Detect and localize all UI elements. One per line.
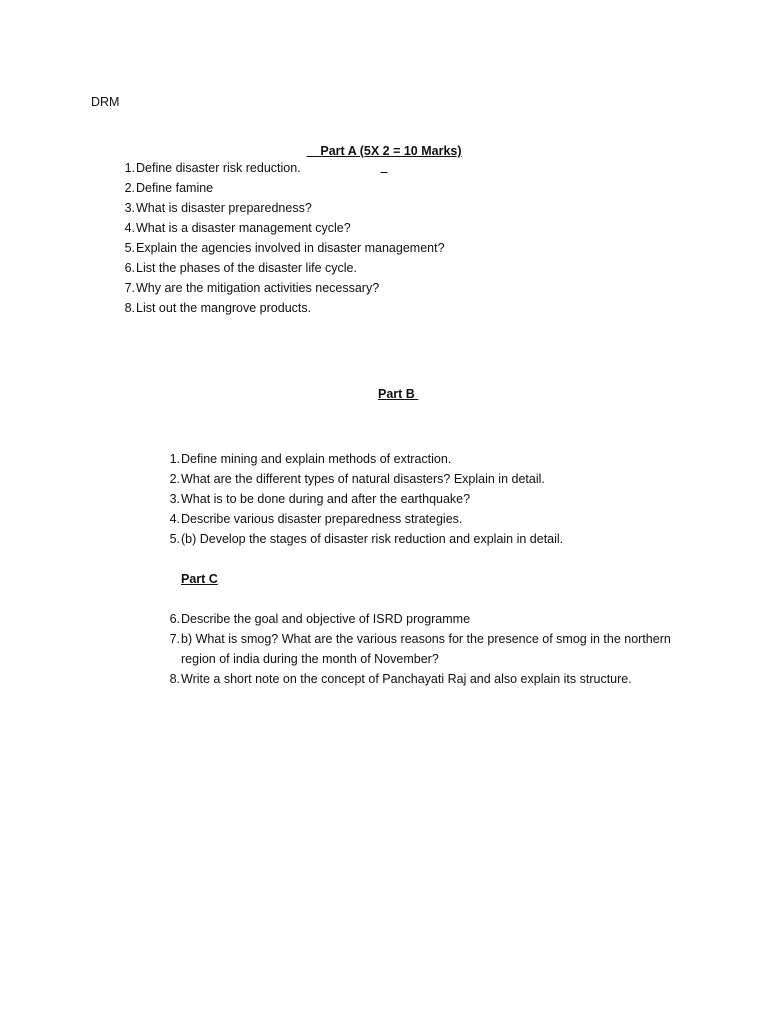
question-number: 3. [169, 492, 180, 506]
list-item [111, 198, 711, 218]
question-text: Why are the mitigation activities necessary? [136, 281, 380, 295]
part-a-title: Part A (5X 2 = 10 Marks) [320, 144, 462, 158]
part-b-heading: Part B [378, 387, 419, 401]
question-number: 2. [124, 181, 135, 195]
question-number: 1. [124, 161, 135, 175]
list-item [156, 509, 696, 529]
question-number: 5. [124, 241, 135, 255]
list-item [156, 489, 696, 509]
question-number: 8. [169, 672, 180, 686]
question-text: What is a disaster management cycle? [136, 221, 351, 235]
question-number: 7. [169, 632, 180, 646]
list-item [156, 609, 696, 629]
question-number: 8. [124, 301, 135, 315]
question-number: 7. [124, 281, 135, 295]
question-number: 1. [169, 452, 180, 466]
question-text: Describe the goal and objective of ISRD programme [181, 612, 471, 626]
question-text: Explain the agencies involved in disaster management? [136, 241, 445, 255]
question-text: Describe various disaster preparedness strategies. [181, 512, 463, 526]
question-text: What are the different types of natural disasters? Explain in detail. [181, 472, 545, 486]
part-b-question-list [156, 449, 696, 549]
part-c-question-list [156, 609, 696, 689]
list-item [111, 258, 711, 278]
question-text: What is disaster preparedness? [136, 201, 312, 215]
question-number: 6. [124, 261, 135, 275]
question-number: 3. [124, 201, 135, 215]
question-number: 2. [169, 472, 180, 486]
question-text: Define mining and explain methods of extraction. [181, 452, 452, 466]
list-item [111, 218, 711, 238]
list-item [111, 238, 711, 258]
question-number: 5. [169, 532, 180, 546]
part-c-heading: Part C [181, 572, 218, 586]
list-item [156, 449, 696, 469]
list-item [111, 298, 711, 318]
question-text: b) What is smog? What are the various reasons for the presence of smog in the northern region of india during the month of November? [181, 632, 671, 666]
question-text: Define disaster risk reduction. [136, 161, 301, 175]
document-label: DRM [91, 95, 120, 109]
question-number: 4. [124, 221, 135, 235]
list-item [156, 469, 696, 489]
part-a-question-list [111, 158, 711, 318]
question-text: Write a short note on the concept of Panchayati Raj and also explain its structure. [181, 672, 632, 686]
list-item [111, 278, 711, 298]
list-item [156, 669, 696, 689]
list-item [156, 629, 696, 669]
question-text: List the phases of the disaster life cycle. [136, 261, 357, 275]
question-text: Define famine [136, 181, 214, 195]
question-number: 4. [169, 512, 180, 526]
question-number: 6. [169, 612, 180, 626]
question-text: (b) Develop the stages of disaster risk reduction and explain in detail. [181, 532, 564, 546]
list-item [111, 158, 711, 178]
question-text: What is to be done during and after the earthquake? [181, 492, 471, 506]
list-item [156, 529, 696, 549]
question-text: List out the mangrove products. [136, 301, 312, 315]
list-item [111, 178, 711, 198]
